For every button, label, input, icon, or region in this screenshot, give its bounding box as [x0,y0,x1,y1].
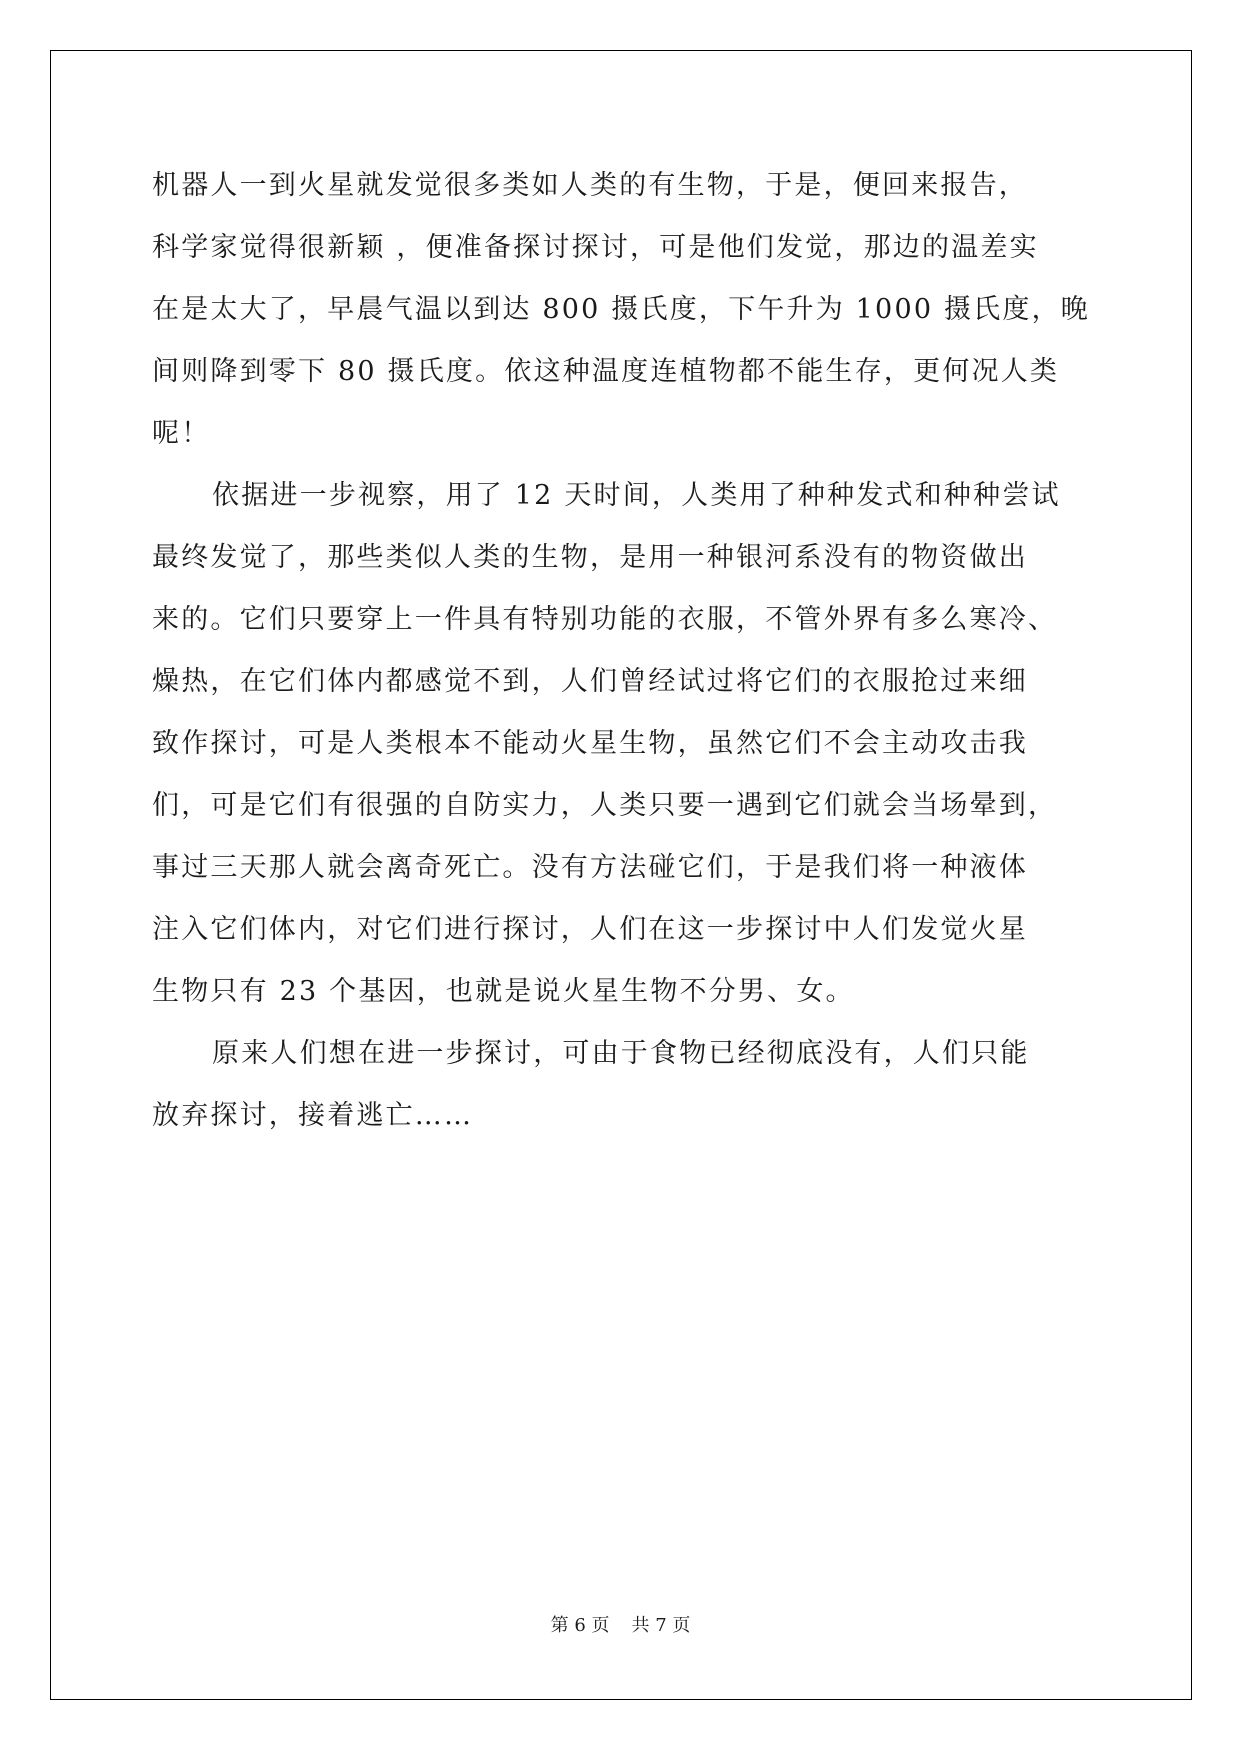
text-line-6: 依据进一步视察，用了 12 天时间，人类用了种种发式和种种尝试 [212,480,1061,511]
text-line-8: 来的。它们只要穿上一件具有特别功能的衣服，不管外界有多么寒冷、 [152,604,1058,635]
text-line-10: 致作探讨，可是人类根本不能动火星生物，虽然它们不会主动攻击我 [152,728,1028,759]
text-line-2: 科学家觉得很新颖 ，便准备探讨探讨，可是他们发觉，那边的温差实 [152,232,1039,263]
page-total: 共 7 页 [631,1615,691,1636]
text-line-7: 最终发觉了，那些类似人类的生物，是用一种银河系没有的物资做出 [152,542,1028,573]
document-body [152,155,1098,1147]
page-footer [0,1611,1241,1637]
text-line-15: 原来人们想在进一步探讨，可由于食物已经彻底没有，人们只能 [212,1038,1030,1069]
text-line-12: 事过三天那人就会离奇死亡。没有方法碰它们，于是我们将一种液体 [152,852,1028,883]
text-line-9: 燥热，在它们体内都感觉不到，人们曾经试过将它们的衣服抢过来细 [152,666,1028,697]
text-line-14: 生物只有 23 个基因，也就是说火星生物不分男、女。 [152,976,855,1007]
text-line-5: 呢！ [152,418,211,449]
text-line-4: 间则降到零下 80 摄氏度。依这种温度连植物都不能生存，更何况人类 [152,356,1060,387]
text-line-16: 放弃探讨，接着逃亡…… [152,1100,474,1131]
text-line-11: 们，可是它们有很强的自防实力，人类只要一遇到它们就会当场晕到， [152,790,1058,821]
text-line-13: 注入它们体内，对它们进行探讨，人们在这一步探讨中人们发觉火星 [152,914,1028,945]
text-line-1: 机器人一到火星就发觉很多类如人类的有生物，于是，便回来报告， [152,170,1028,201]
page-number: 第 6 页 [550,1615,610,1636]
text-line-3: 在是太大了，早晨气温以到达 800 摄氏度，下午升为 1000 摄氏度，晚 [152,294,1090,325]
